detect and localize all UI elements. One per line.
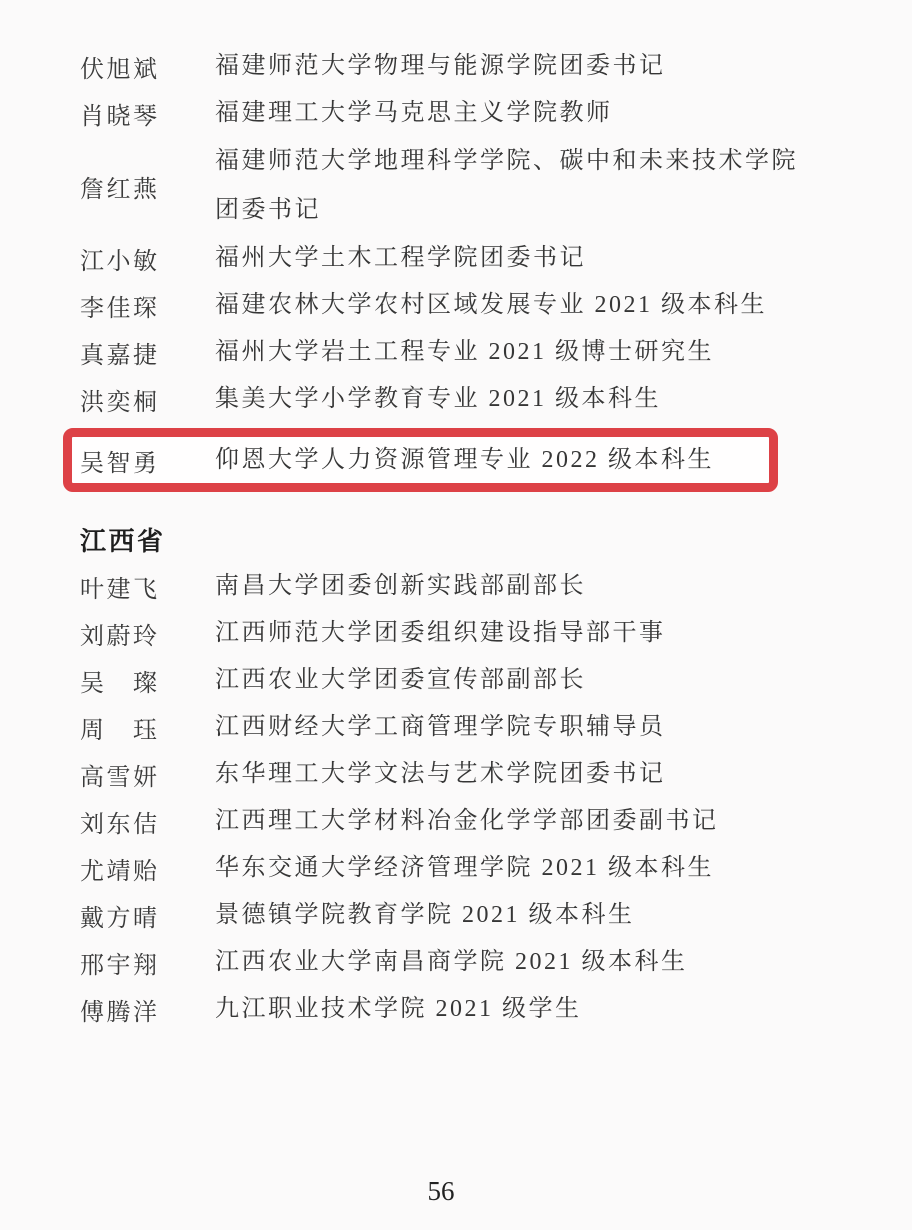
person-name: 洪奕桐 [80,390,160,416]
person-name: 李佳琛 [80,296,160,322]
person-name: 叶建飞 [80,577,160,603]
person-name: 江小敏 [80,249,160,275]
table-row [80,43,912,90]
page-number: 56 [427,1176,455,1206]
person-description: 福建师范大学物理与能源学院团委书记 [215,53,666,79]
table-row [80,986,912,1033]
person-description: 福建理工大学马克思主义学院教师 [215,100,613,126]
person-name: 伏旭斌 [80,57,160,83]
table-row [80,329,912,376]
person-name: 吴智勇 [80,450,160,477]
table-row [80,751,912,798]
table-row [80,704,912,751]
person-name: 吴 璨 [80,671,160,697]
table-row [80,610,912,657]
person-description: 华东交通大学经济管理学院 2021 级本科生 [215,855,714,881]
table-row-highlighted [80,437,769,483]
person-description: 江西农业大学团委宣传部副部长 [215,667,586,693]
person-name: 刘东佶 [80,812,160,838]
person-description: 福建师范大学地理科学学院、碳中和未来技术学院团委书记 [215,148,798,223]
person-name: 邢宇翔 [80,953,160,979]
person-name: 戴方晴 [80,906,160,932]
table-row [80,939,912,986]
table-row [80,282,912,329]
table-row [80,376,912,423]
table-row [80,137,912,235]
person-description: 景德镇学院教育学院 2021 级本科生 [215,902,635,928]
person-name: 真嘉捷 [80,343,160,369]
table-row [80,892,912,939]
table-row [80,235,912,282]
person-description: 东华理工大学文法与艺术学院团委书记 [215,761,666,787]
person-description: 福州大学岩土工程专业 2021 级博士研究生 [215,339,714,365]
person-description: 江西农业大学南昌商学院 2021 级本科生 [215,949,688,975]
person-description: 福建农林大学农村区域发展专业 2021 级本科生 [215,292,767,318]
table-row [80,90,912,137]
person-description: 江西师范大学团委组织建设指导部干事 [215,620,666,646]
person-name: 詹红燕 [80,176,160,203]
table-row [80,798,912,845]
person-name: 傅腾洋 [80,1000,160,1026]
person-name: 刘蔚玲 [80,624,160,650]
person-description: 南昌大学团委创新实践部副部长 [215,573,586,599]
person-description: 福州大学土木工程学院团委书记 [215,245,586,271]
person-description: 集美大学小学教育专业 2021 级本科生 [215,386,661,412]
person-description: 仰恩大学人力资源管理专业 2022 级本科生 [215,446,714,473]
table-row [80,657,912,704]
table-row [80,845,912,892]
person-name: 尤靖贻 [80,859,160,885]
person-name: 肖晓琴 [80,104,160,130]
person-description: 江西理工大学材料冶金化学学部团委副书记 [215,808,719,834]
person-name: 高雪妍 [80,765,160,791]
person-name: 周 珏 [80,718,160,744]
person-description: 九江职业技术学院 2021 级学生 [215,996,582,1022]
highlight-box [63,428,778,492]
section-header-jiangxi: 江西省 [80,527,166,556]
person-description: 江西财经大学工商管理学院专职辅导员 [215,714,666,740]
table-row [80,563,912,610]
